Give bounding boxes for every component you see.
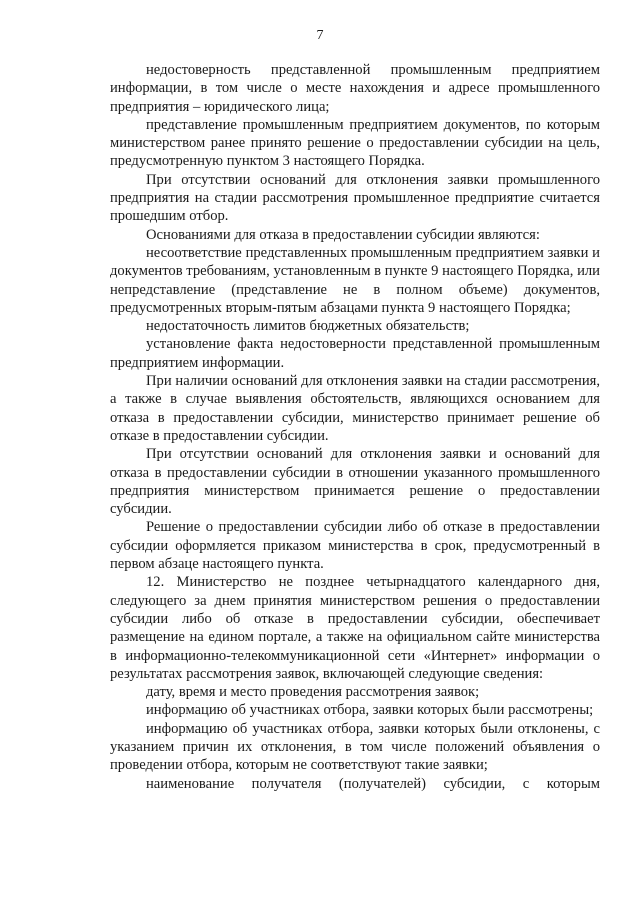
paragraph: информацию об участниках отбора, заявки которых были рассмотрены; (146, 702, 594, 719)
paragraph: При отсутствии оснований для отклонения заявки промышленного предприятия на стадии рассмотрения промышленное предприятие считается прошедшим отбор. (110, 171, 600, 225)
document-body (110, 61, 600, 793)
paragraph: 12. Министерство не позднее четырнадцатого календарного дня, следующего за днем принятия министерством решения о предоставлении субсидии либо об отказе в предоставлении субсидии, обеспечивает размещение на едином портале, а также на официальном сайте министерства в информационно-телекоммуникационной сети «Интернет» информации о результатах рассмотрения заявок, включающей следующие сведения: (110, 574, 600, 682)
paragraph: наименование получателя (получателей) субсидии, с которым (146, 775, 600, 792)
paragraph: установление факта недостоверности представленной промышленным предприятием информации. (110, 336, 600, 371)
paragraph: Основаниями для отказа в предоставлении субсидии являются: (146, 226, 540, 243)
page-number: 7 (316, 28, 324, 43)
paragraph: дату, время и место проведения рассмотрения заявок; (146, 684, 480, 701)
paragraph: представление промышленным предприятием документов, по которым министерством ранее принято решение о предоставлении субсидии на цель, предусмотренную пунктом 3 настоящего Порядка. (110, 116, 600, 170)
paragraph: При отсутствии оснований для отклонения заявки и оснований для отказа в предоставлении субсидии в отношении указанного промышленного предприятия министерством принимается решение о предоставлении субсидии. (110, 446, 600, 518)
paragraph: несоответствие представленных промышленным предприятием заявки и документов требованиям, установленным в пункте 9 настоящего Порядка, или непредставление (представление не в полном объеме) документов, предусмотренных вторым-пятым абзацами пункта 9 настоящего Порядка; (110, 244, 600, 316)
paragraph: Решение о предоставлении субсидии либо об отказе в предоставлении субсидии оформляется приказом министерства в срок, предусмотренный в первом абзаце настоящего пункта. (110, 519, 600, 573)
paragraph: недостаточность лимитов бюджетных обязательств; (146, 318, 470, 335)
paragraph: недостоверность представленной промышленным предприятием информации, в том числе о месте нахождения и адресе промышленного предприятия – юридического лица; (110, 62, 600, 115)
paragraph: информацию об участниках отбора, заявки которых были отклонены, с указанием причин их отклонения, в том числе положений объявления о проведении отбора, которым не соответствуют такие заявки; (110, 720, 600, 774)
paragraph: При наличии оснований для отклонения заявки на стадии рассмотрения, а также в случае выявления обстоятельств, являющихся основанием для отказа в предоставлении субсидии, министерство принимает решение об отказе в предоставлении субсидии. (110, 373, 600, 444)
